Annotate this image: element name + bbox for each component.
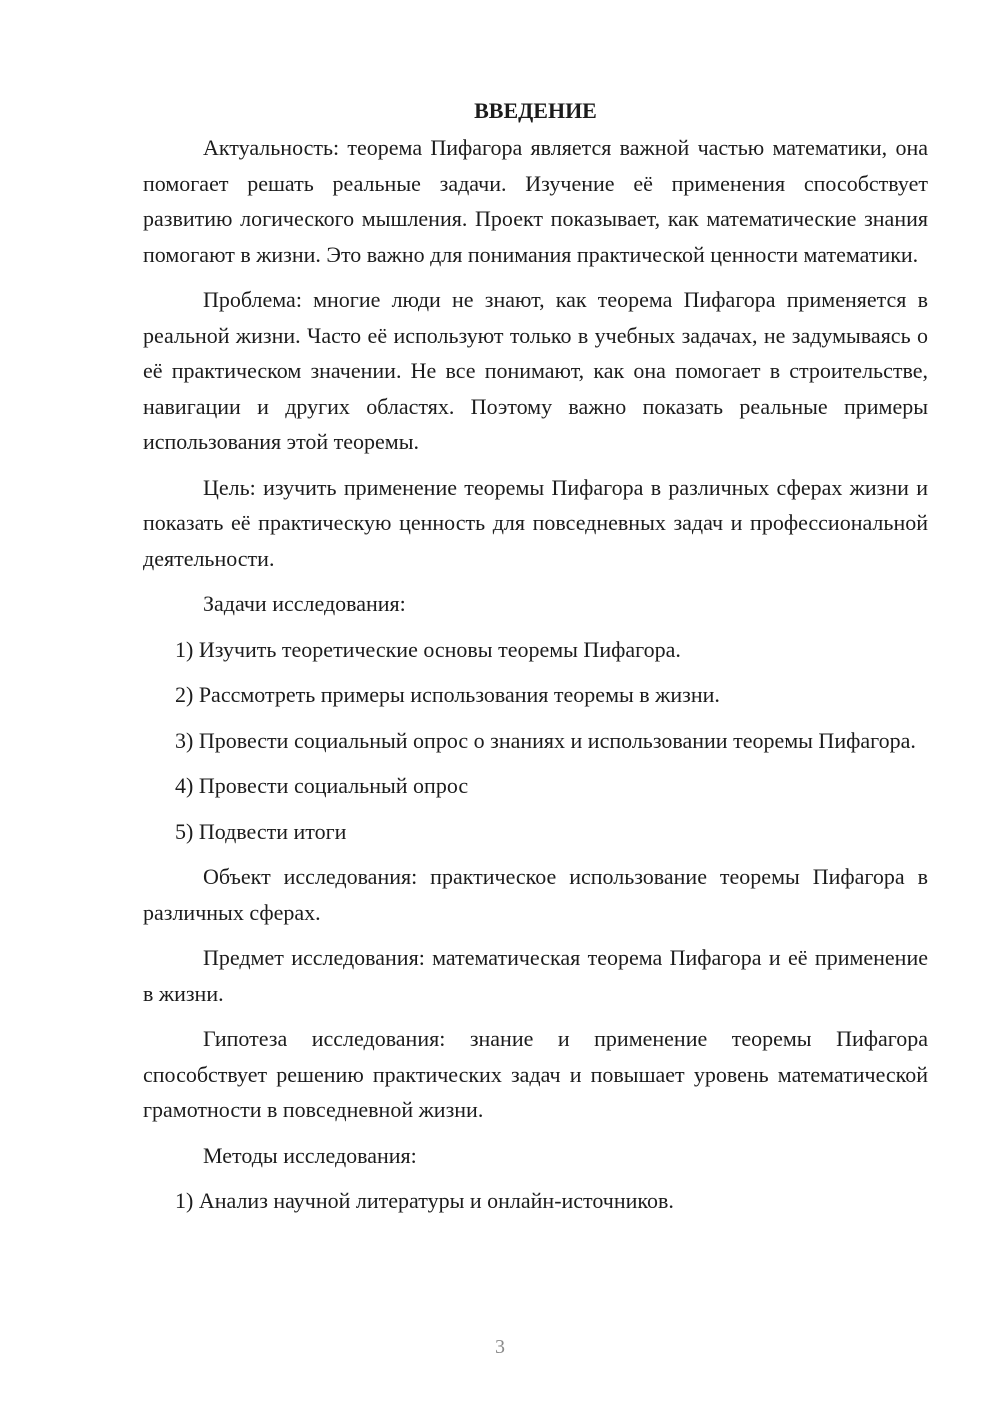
problem-paragraph: Проблема: многие люди не знают, как теорема Пифагора применяется в реальной жизни. Часто её используют только в учебных задачах, не задумываясь о её практическом значении. Не все понимают, как она помогает в строительстве, навигации и других областях. Поэтому важно показать реальные примеры использования этой теоремы. <box>143 287 928 454</box>
page-number: 3 <box>495 1336 505 1358</box>
task-item-2: 2) Рассмотреть примеры использования теоремы в жизни. <box>175 682 720 707</box>
hypothesis-paragraph: Гипотеза исследования: знание и применение теоремы Пифагора способствует решению практических задач и повышает уровень математической грамотности в повседневной жизни. <box>143 1026 928 1122</box>
document-page <box>143 96 928 1229</box>
methods-heading: Методы исследования: <box>203 1142 417 1168</box>
method-item-1: 1) Анализ научной литературы и онлайн-источников. <box>175 1188 674 1213</box>
task-item-4: 4) Провести социальный опрос <box>175 773 469 798</box>
relevance-paragraph: Актуальность: теорема Пифагора является важной частью математики, она помогает решать реальные задачи. Изучение её применения способствует развитию логического мышления. Проект показывает, как математические знания помогают в жизни. Это важно для понимания практической ценности математики. <box>143 135 928 267</box>
object-paragraph: Объект исследования: практическое использование теоремы Пифагора в различных сферах. <box>143 864 928 925</box>
goal-paragraph: Цель: изучить применение теоремы Пифагора в различных сферах жизни и показать её практическую ценность для повседневных задач и профессиональной деятельности. <box>143 474 928 571</box>
tasks-heading: Задачи исследования: <box>203 591 406 616</box>
section-title: ВВЕДЕНИЕ <box>474 98 597 123</box>
task-item-3: 3) Провести социальный опрос о знаниях и использовании теоремы Пифагора. <box>175 727 916 753</box>
subject-paragraph: Предмет исследования: математическая теорема Пифагора и её применение в жизни. <box>143 945 928 1006</box>
task-item-5: 5) Подвести итоги <box>175 818 347 844</box>
task-item-1: 1) Изучить теоретические основы теоремы Пифагора. <box>175 636 681 662</box>
